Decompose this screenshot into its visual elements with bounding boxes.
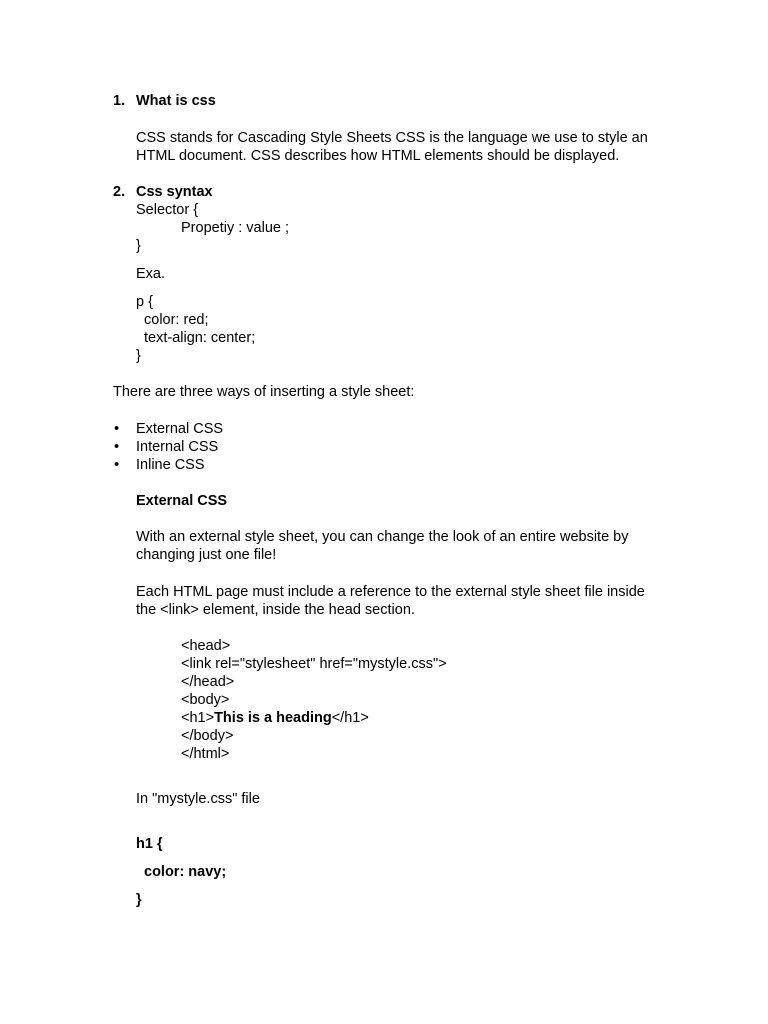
external-css-heading: External CSS (136, 493, 228, 509)
code-h1-open: <h1> (181, 710, 215, 726)
example-code-line-2: color: red; (144, 312, 209, 328)
example-label: Exa. (136, 266, 166, 282)
code-link: <link rel="stylesheet" href="mystyle.css"> (181, 656, 447, 672)
list-item-internal-css: Internal CSS (136, 439, 219, 455)
section-1-title: What is css (136, 93, 216, 109)
css-code-line-2: color: navy; (144, 864, 227, 880)
css-code-line-3: } (136, 892, 142, 908)
code-head-close: </head> (181, 674, 235, 690)
section-1-paragraph-line-2: HTML document. CSS describes how HTML elements should be displayed. (136, 148, 620, 164)
css-code-line-1: h1 { (136, 836, 163, 852)
syntax-line-1: Selector { (136, 202, 199, 218)
code-h1-close: </h1> (331, 710, 369, 726)
external-para-1-line-1: With an external style sheet, you can change the look of an entire website by (136, 529, 629, 545)
list-item-inline-css: Inline CSS (136, 457, 205, 473)
example-code-line-3: text-align: center; (144, 330, 256, 346)
code-html-close: </html> (181, 746, 230, 762)
section-2-title: Css syntax (136, 184, 213, 200)
code-head-open: <head> (181, 638, 231, 654)
mystyle-file-label: In "mystyle.css" file (136, 791, 260, 807)
syntax-line-2: Propetiy : value ; (181, 220, 289, 236)
syntax-line-3: } (136, 238, 141, 254)
list-item-external-css: External CSS (136, 421, 224, 437)
bullet-icon: • (114, 421, 120, 437)
example-code-line-1: p { (136, 294, 153, 310)
external-para-1-line-2: changing just one file! (136, 547, 277, 563)
list-number-2: 2. (113, 184, 126, 200)
code-h1-line (181, 709, 369, 727)
bullet-icon: • (114, 457, 120, 473)
example-code-line-4: } (136, 348, 141, 364)
ways-intro: There are three ways of inserting a style sheet: (113, 384, 415, 400)
external-para-2-line-2: the <link> element, inside the head section. (136, 602, 415, 618)
code-body-close: </body> (181, 728, 234, 744)
external-para-2-line-1: Each HTML page must include a reference to the external style sheet file inside (136, 584, 645, 600)
list-number-1: 1. (113, 93, 126, 109)
code-body-open: <body> (181, 692, 230, 708)
bullet-icon: • (114, 439, 120, 455)
code-h1-text: This is a heading (214, 710, 332, 726)
section-1-paragraph-line-1: CSS stands for Cascading Style Sheets CSS is the language we use to style an (136, 130, 648, 146)
